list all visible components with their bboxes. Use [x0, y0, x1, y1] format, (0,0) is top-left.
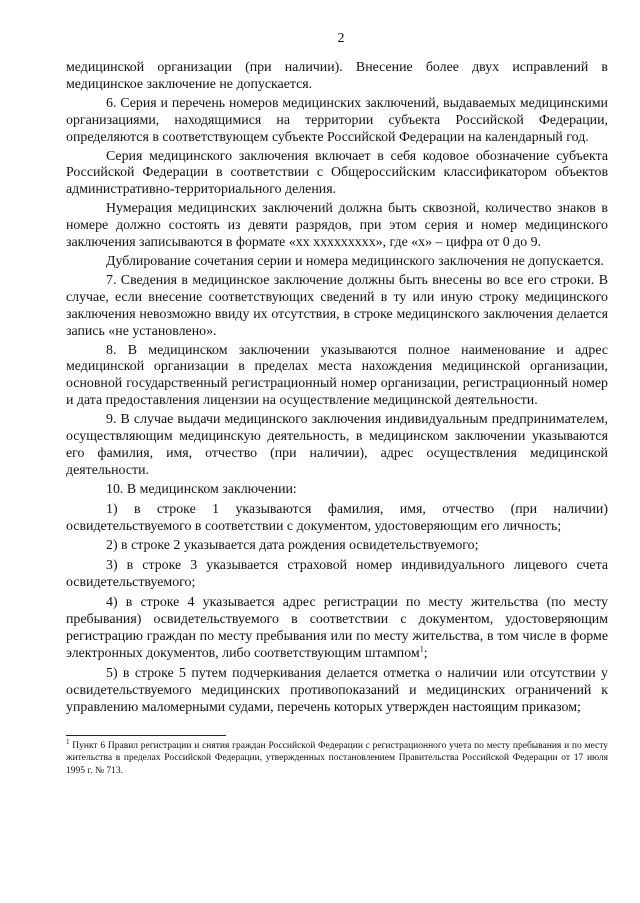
- footnote: [66, 737, 608, 778]
- paragraph-duplication: Дублирование сочетания серии и номера медицинского заключения не допускается.: [106, 253, 604, 269]
- list-item-4-tail: ;: [423, 645, 428, 661]
- list-item-4: [66, 595, 608, 663]
- list-item: 5) в строке 5 путем подчеркивания делается отметка о наличии или отсутствии у освидетельствуемого медицинских противопоказаний и медицинских ограничений к управлению маломерными судами, перечень которых утвержден настоящим приказом;: [66, 665, 608, 715]
- list-item: 2) в строке 2 указывается дата рождения освидетельствуемого;: [106, 538, 479, 554]
- footnote-divider: [66, 735, 226, 736]
- paragraph-clause-7: 7. Сведения в медицинское заключение должны быть внесены во все его строки. В случае, если внесение соответствующих сведений в ту или иную строку медицинского заключения невозможно ввиду их отсутствия, в строке медицинского заключения делается запись «не установлено».: [66, 272, 608, 339]
- paragraph-clause-10: 10. В медицинском заключении:: [106, 481, 297, 497]
- list-item: 1) в строке 1 указываются фамилия, имя, отчество (при наличии) освидетельствуемого в соответствии с документом, удостоверяющим его личность;: [66, 501, 608, 534]
- footnote-mark: 1: [66, 737, 70, 746]
- paragraph-numbering: Нумерация медицинских заключений должна быть сквозной, количество знаков в номере должно состоять из девяти разрядов, при этом серия и номер медицинского заключения записываются в формате «хх ххххххххх», где «х» – цифра от 0 до 9.: [66, 201, 608, 251]
- paragraph-series-code: Серия медицинского заключения включает в себя кодовое обозначение субъекта Российской Федерации в соответствии с Общероссийским классификатором объектов административно-территориального деления.: [66, 148, 608, 198]
- list-item: 3) в строке 3 указывается страховой номер индивидуального лицевого счета освидетельствуемого;: [66, 558, 608, 591]
- list-item-4-text: 4) в строке 4 указывается адрес регистрации по месту жительства (по месту пребывания) освидетельствуемого в соответствии с документом, удостоверяющим регистрацию граждан по месту пребывания или по месту жительства, в том числе в форме электронных документов, либо соответствующим штампом: [66, 595, 608, 661]
- footnote-text: Пункт 6 Правил регистрации и снятия граждан Российской Федерации с регистрационного учета по месту пребывания и по месту жительства в пределах Российской Федерации, утвержденных постановлением Правительства Российской Федерации от 17 июля 1995 г. № 713.: [66, 740, 608, 776]
- page-number: 2: [337, 31, 345, 46]
- paragraph-clause-8: 8. В медицинском заключении указываются полное наименование и адрес медицинской организации в пределах места нахождения медицинской организации, основной государственный регистрационный номер организации, регистрационный номер и дата предоставления лицензии на осуществление медицинской деятельности.: [66, 342, 608, 409]
- paragraph-clause-6: 6. Серия и перечень номеров медицинских заключений, выдаваемых медицинскими организациями, находящимися на территории субъекта Российской Федерации, определяются в соответствующем субъекте Российской Федерации на календарный год.: [66, 95, 608, 145]
- paragraph-continuation: медицинской организации (при наличии). Внесение более двух исправлений в медицинское заключение не допускается.: [66, 60, 608, 92]
- footnote-reference: 1: [419, 644, 424, 654]
- paragraph-clause-9: 9. В случае выдачи медицинского заключения индивидуальным предпринимателем, осуществляющим медицинскую деятельность, в медицинском заключении указываются его фамилия, имя, отчество (при наличии), адрес осуществления медицинской деятельности.: [66, 412, 608, 478]
